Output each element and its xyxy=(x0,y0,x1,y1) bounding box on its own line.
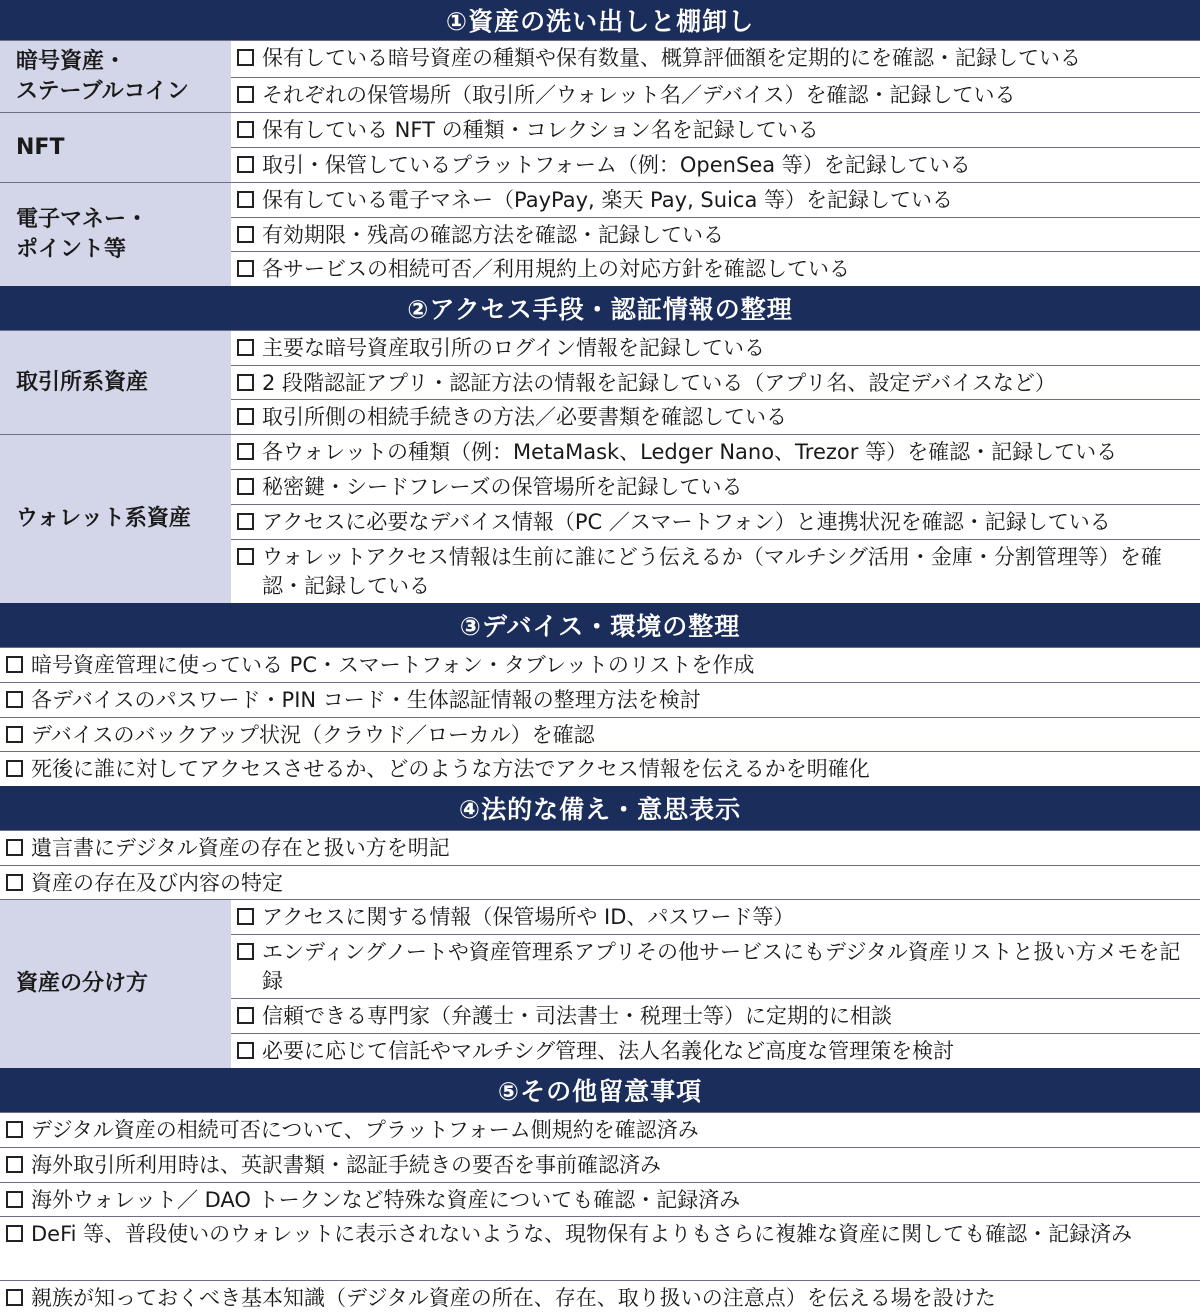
checkbox-icon[interactable] xyxy=(237,548,254,565)
checkbox-icon[interactable] xyxy=(6,726,23,743)
checkbox-icon[interactable] xyxy=(6,691,23,708)
checklist-item[interactable]: それぞれの保管場所（取引所／ウォレット名／デバイス）を確認・記録している xyxy=(231,77,1200,112)
checkbox-icon[interactable] xyxy=(237,339,254,356)
checklist-item[interactable]: 必要に応じて信託やマルチシグ管理、法人名義化など高度な管理策を検討 xyxy=(231,1033,1200,1068)
checklist-item[interactable]: 有効期限・残高の確認方法を確認・記録している xyxy=(231,217,1200,251)
checkbox-icon[interactable] xyxy=(6,760,23,777)
group-label-allocation: 資産の分け方 xyxy=(0,899,231,1068)
checklist-item[interactable]: 信頼できる専門家（弁護士・司法書士・税理士等）に定期的に相談 xyxy=(231,998,1200,1033)
checkbox-icon[interactable] xyxy=(237,226,254,243)
checkbox-icon[interactable] xyxy=(237,86,254,103)
checkbox-icon[interactable] xyxy=(237,191,254,208)
checkbox-icon[interactable] xyxy=(6,1156,23,1173)
section-header-2: ②アクセス手段・認証情報の整理 xyxy=(0,286,1200,330)
checklist-item[interactable]: 海外取引所利用時は、英訳書類・認証手続きの要否を事前確認済み xyxy=(0,1147,1200,1182)
checklist-item[interactable]: 各デバイスのパスワード・PIN コード・生体認証情報の整理方法を検討 xyxy=(0,682,1200,717)
checkbox-icon[interactable] xyxy=(6,839,23,856)
checklist-item[interactable]: 2 段階認証アプリ・認証方法の情報を記録している（アプリ名、設定デバイスなど） xyxy=(231,365,1200,399)
group-label-crypto: 暗号資産・ ステーブルコイン xyxy=(0,40,231,112)
checklist-item[interactable]: 主要な暗号資産取引所のログイン情報を記録している xyxy=(231,330,1200,365)
checklist-item[interactable]: アクセスに必要なデバイス情報（PC ／スマートフォン）と連携状況を確認・記録している xyxy=(231,504,1200,539)
checklist-item[interactable]: DeFi 等、普段使いのウォレットに表示されないような、現物保有よりもさらに複雑な資産に関しても確認・記録済み xyxy=(0,1216,1200,1280)
checkbox-icon[interactable] xyxy=(6,874,23,891)
checklist-item[interactable]: 各サービスの相続可否／利用規約上の対応方針を確認している xyxy=(231,251,1200,286)
checklist-item[interactable]: 保有している電子マネー（PayPay, 楽天 Pay, Suica 等）を記録している xyxy=(231,182,1200,217)
checklist-item[interactable]: デバイスのバックアップ状況（クラウド／ローカル）を確認 xyxy=(0,717,1200,751)
checklist-item[interactable]: 資産の存在及び内容の特定 xyxy=(0,865,1200,899)
checkbox-icon[interactable] xyxy=(237,943,254,960)
checklist-item[interactable]: 遺言書にデジタル資産の存在と扱い方を明記 xyxy=(0,830,1200,865)
checkbox-icon[interactable] xyxy=(237,478,254,495)
section-header-1: ①資産の洗い出しと棚卸し xyxy=(0,0,1200,40)
checkbox-icon[interactable] xyxy=(237,374,254,391)
checkbox-icon[interactable] xyxy=(6,656,23,673)
checklist-item[interactable]: 保有している NFT の種類・コレクション名を記録している xyxy=(231,112,1200,147)
checklist-item[interactable]: 取引・保管しているプラットフォーム（例：OpenSea 等）を記録している xyxy=(231,147,1200,182)
checkbox-icon[interactable] xyxy=(6,1121,23,1138)
group-label-exchange: 取引所系資産 xyxy=(0,330,231,434)
checklist-item[interactable]: 親族が知っておくべき基本知識（デジタル資産の所在、存在、取り扱いの注意点）を伝える場を設けた xyxy=(0,1280,1200,1315)
checklist-item[interactable]: 海外ウォレット／ DAO トークンなど特殊な資産についても確認・記録済み xyxy=(0,1182,1200,1216)
checkbox-icon[interactable] xyxy=(237,121,254,138)
checkbox-icon[interactable] xyxy=(237,408,254,425)
checkbox-icon[interactable] xyxy=(237,908,254,925)
checkbox-icon[interactable] xyxy=(237,1042,254,1059)
checklist-item[interactable]: エンディングノートや資産管理系アプリその他サービスにもデジタル資産リストと扱い方メモを記録 xyxy=(231,934,1200,998)
checklist-item[interactable]: アクセスに関する情報（保管場所や ID、パスワード等） xyxy=(231,899,1200,934)
checkbox-icon[interactable] xyxy=(237,156,254,173)
group-label-nft: NFT xyxy=(0,112,231,182)
checkbox-icon[interactable] xyxy=(6,1289,23,1306)
checkbox-icon[interactable] xyxy=(237,513,254,530)
checklist-item[interactable]: 暗号資産管理に使っている PC・スマートフォン・タブレットのリストを作成 xyxy=(0,647,1200,682)
checklist-item[interactable]: 保有している暗号資産の種類や保有数量、概算評価額を定期的にを確認・記録している xyxy=(231,40,1200,77)
checklist-item[interactable]: 死後に誰に対してアクセスさせるか、どのような方法でアクセス情報を伝えるかを明確化 xyxy=(0,751,1200,786)
section-header-3: ③デバイス・環境の整理 xyxy=(0,603,1200,647)
checkbox-icon[interactable] xyxy=(237,443,254,460)
section-header-4: ④法的な備え・意思表示 xyxy=(0,786,1200,830)
checklist-item[interactable]: 秘密鍵・シードフレーズの保管場所を記録している xyxy=(231,469,1200,504)
checklist-item[interactable]: ウォレットアクセス情報は生前に誰にどう伝えるか（マルチシグ活用・金庫・分割管理等）を確認・記録している xyxy=(231,539,1200,603)
checklist-item[interactable]: デジタル資産の相続可否について、プラットフォーム側規約を確認済み xyxy=(0,1112,1200,1147)
group-label-emoney: 電子マネー・ ポイント等 xyxy=(0,182,231,286)
checkbox-icon[interactable] xyxy=(237,49,254,66)
section-header-5: ⑤その他留意事項 xyxy=(0,1068,1200,1112)
checklist-item[interactable]: 取引所側の相続手続きの方法／必要書類を確認している xyxy=(231,399,1200,434)
checklist-item[interactable]: 各ウォレットの種類（例：MetaMask、Ledger Nano、Trezor 等）を確認・記録している xyxy=(231,434,1200,469)
checkbox-icon[interactable] xyxy=(237,260,254,277)
group-label-wallet: ウォレット系資産 xyxy=(0,434,231,603)
checkbox-icon[interactable] xyxy=(6,1191,23,1208)
checkbox-icon[interactable] xyxy=(237,1007,254,1024)
checkbox-icon[interactable] xyxy=(6,1225,23,1242)
